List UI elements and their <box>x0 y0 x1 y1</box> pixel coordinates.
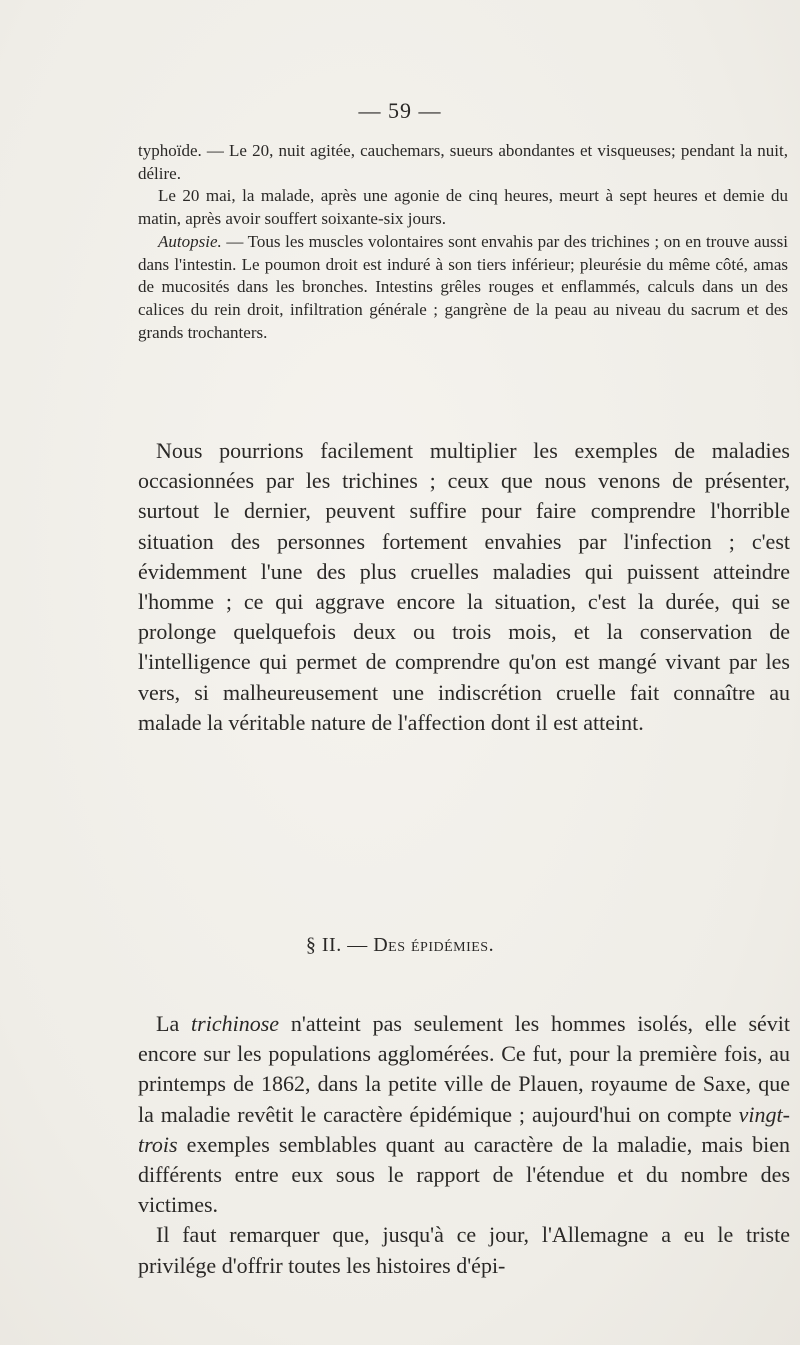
section-title: Des épidémies. <box>373 934 495 956</box>
epidemic-p1-start: La <box>156 1011 192 1036</box>
section-heading <box>0 934 800 957</box>
main-paragraph-block <box>138 436 790 738</box>
epidemic-paragraph-2: Il faut remarquer que, jusqu'à ce jour, l'Allemagne a eu le triste privilége d'offrir toutes les histoires d'épi- <box>138 1222 790 1278</box>
epidemic-section-body <box>138 1009 790 1281</box>
epidemic-count-vingt-trois: vingt-trois <box>138 1101 790 1157</box>
case-report-line-2: Le 20 mai, la malade, après une agonie de cinq heures, meurt à sept heures et demie du matin, après avoir souffert soixante-six jours. <box>138 186 788 229</box>
autopsy-label: Autopsie. <box>158 231 222 251</box>
section-number: § II. — <box>305 934 374 956</box>
epidemic-p1-mid: n'atteint pas seulement les hommes isolés, elle sévit encore sur les populations agglomérées. Ce fut, pour la première fois, au printemps de 1862, dans la petite ville de Plauen, royaume de Saxe, que la maladie revêtit le caractère épidémique ; aujourd'hui on compte <box>138 1011 790 1127</box>
page-number: — 59 — <box>358 98 442 123</box>
case-report-line-1: typhoïde. — Le 20, nuit agitée, cauchemars, sueurs abondantes et visqueuses; pendant la nuit, délire. <box>138 141 788 183</box>
epidemic-p1-end: exemples semblables quant au caractère de la maladie, mais bien différents entre eux sous le rapport de l'étendue et du nombre des victimes. <box>138 1131 790 1218</box>
epidemic-term-trichinose: trichinose <box>191 1011 280 1036</box>
case-report <box>138 140 788 344</box>
epidemic-paragraph-1 <box>138 1009 790 1220</box>
main-paragraph: Nous pourrions facilement multiplier les exemples de maladies occasionnées par les trichines ; ceux que nous venons de présenter, surtout le dernier, peuvent suffire pour faire comprendre l'horrible situation des personnes fortement envahies par l'infection ; c'est évidemment l'une des plus cruelles maladies qui puissent atteindre l'homme ; ce qui aggrave encore la situation, c'est la durée, qui se prolonge quelquefois deux ou trois mois, et la conservation de l'intelligence qui permet de comprendre qu'on est mangé vivant par les vers, si malheureusement une indiscrétion cruelle fait connaître au malade la véritable nature de l'affection dont il est atteint. <box>138 438 790 735</box>
autopsy-paragraph <box>138 231 788 345</box>
autopsy-text: — Tous les muscles volontaires sont envahis par des trichines ; on en trouve aussi dans l'intestin. Le poumon droit est induré à son tiers inférieur; pleurésie du même côté, amas de mucosités dans les bronches. Intestins grêles rouges et enflammés, calculs dans un des calices du rein droit, infiltration générale ; gangrène de la peau au niveau du sacrum et des grands trochanters. <box>138 231 788 342</box>
